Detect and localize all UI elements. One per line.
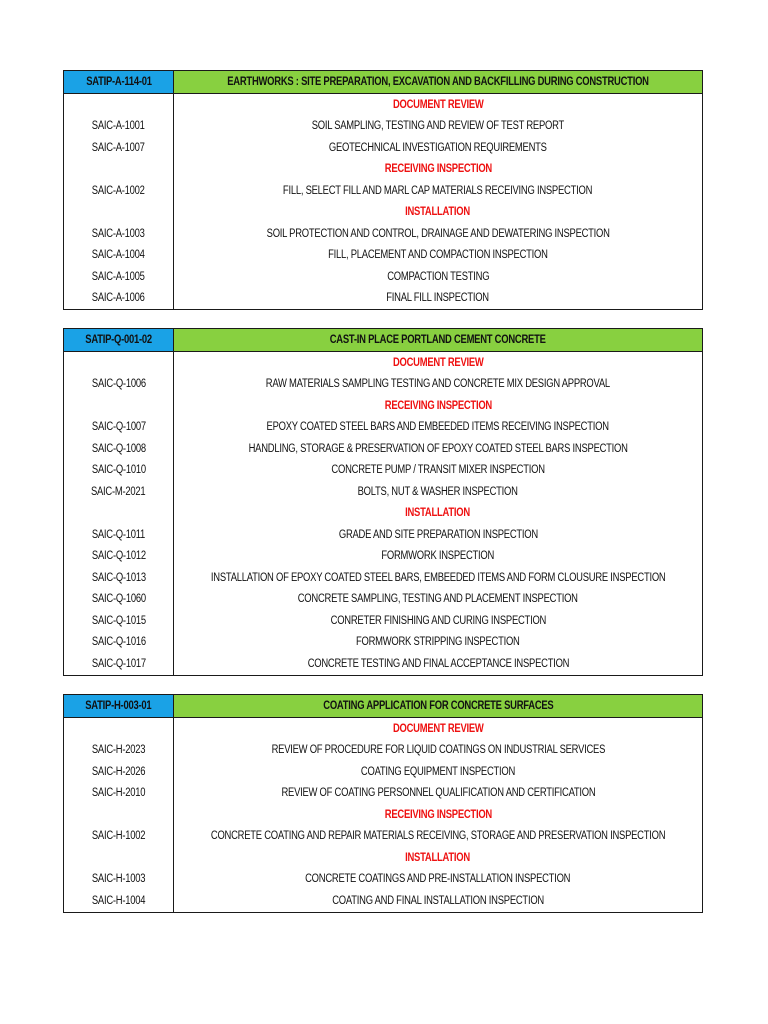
- table-row: [64, 180, 702, 202]
- satip-table: [63, 70, 703, 310]
- table-row: [64, 783, 702, 805]
- inspection-description: FORMWORK STRIPPING INSPECTION: [356, 636, 520, 649]
- saic-code: SAIC-H-2010: [64, 783, 174, 805]
- saic-code: SAIC-A-1007: [64, 137, 174, 159]
- saic-code: SAIC-Q-1015: [64, 610, 174, 632]
- table-row: [64, 567, 702, 589]
- empty-code-cell: [64, 202, 174, 224]
- empty-code-cell: [64, 94, 174, 116]
- table-header-row: [64, 695, 702, 718]
- saic-code: SAIC-Q-1008: [64, 438, 174, 460]
- section-heading: INSTALLATION: [405, 206, 471, 219]
- saic-code: SAIC-Q-1013: [64, 567, 174, 589]
- inspection-description: REVIEW OF COATING PERSONNEL QUALIFICATION AND CERTIFICATION: [280, 787, 596, 800]
- inspection-description: RAW MATERIALS SAMPLING TESTING AND CONCRETE MIX DESIGN APPROVAL: [265, 378, 611, 391]
- saic-code: SAIC-H-2023: [64, 740, 174, 762]
- section-heading: DOCUMENT REVIEW: [392, 722, 484, 735]
- inspection-description: CONCRETE PUMP / TRANSIT MIXER INSPECTION: [331, 464, 545, 477]
- table-row: [64, 761, 702, 783]
- saic-code: SAIC-Q-1016: [64, 632, 174, 654]
- inspection-description: BOLTS, NUT & WASHER INSPECTION: [357, 485, 519, 498]
- table-row: [64, 460, 702, 482]
- table-row: [64, 524, 702, 546]
- section-heading-row: [64, 159, 702, 181]
- satip-code: SATIP-H-003-01: [64, 695, 174, 717]
- section-heading: DOCUMENT REVIEW: [392, 356, 484, 369]
- table-row: [64, 653, 702, 675]
- table-row: [64, 116, 702, 138]
- table-row: [64, 890, 702, 912]
- section-heading-row: [64, 202, 702, 224]
- satip-table: [63, 328, 703, 676]
- section-heading-row: [64, 718, 702, 740]
- table-row: [64, 589, 702, 611]
- empty-code-cell: [64, 847, 174, 869]
- empty-code-cell: [64, 804, 174, 826]
- inspection-description: GRADE AND SITE PREPARATION INSPECTION: [338, 528, 538, 541]
- inspection-description: HANDLING, STORAGE & PRESERVATION OF EPOXY COATED STEEL BARS INSPECTION: [248, 442, 628, 455]
- table-row: [64, 245, 702, 267]
- section-heading-row: [64, 503, 702, 525]
- table-row: [64, 288, 702, 310]
- saic-code: SAIC-Q-1006: [64, 374, 174, 396]
- table-row: [64, 438, 702, 460]
- inspection-description: CONCRETE COATING AND REPAIR MATERIALS RECEIVING, STORAGE AND PRESERVATION INSPECTION: [210, 830, 666, 843]
- table-row: [64, 632, 702, 654]
- inspection-description: INSTALLATION OF EPOXY COATED STEEL BARS, EMBEEDED ITEMS AND FORM CLOUSURE INSPECTION: [210, 571, 666, 584]
- saic-code: SAIC-Q-1010: [64, 460, 174, 482]
- saic-code: SAIC-H-1004: [64, 890, 174, 912]
- inspection-description: COATING AND FINAL INSTALLATION INSPECTION: [332, 894, 544, 907]
- inspection-description: CONCRETE COATINGS AND PRE-INSTALLATION INSPECTION: [305, 873, 571, 886]
- empty-code-cell: [64, 352, 174, 374]
- empty-code-cell: [64, 395, 174, 417]
- inspection-description: CONCRETE SAMPLING, TESTING AND PLACEMENT INSPECTION: [297, 593, 579, 606]
- table-header-row: [64, 329, 702, 352]
- inspection-description: COMPACTION TESTING: [386, 270, 490, 283]
- section-heading: DOCUMENT REVIEW: [392, 98, 484, 111]
- saic-code: SAIC-H-1002: [64, 826, 174, 848]
- saic-code: SAIC-H-1003: [64, 869, 174, 891]
- inspection-description: SOIL PROTECTION AND CONTROL, DRAINAGE AND DEWATERING INSPECTION: [266, 227, 610, 240]
- empty-code-cell: [64, 718, 174, 740]
- inspection-description: FORMWORK INSPECTION: [381, 550, 495, 563]
- saic-code: SAIC-A-1006: [64, 288, 174, 310]
- saic-code: SAIC-A-1005: [64, 266, 174, 288]
- saic-code: SAIC-H-2026: [64, 761, 174, 783]
- table-row: [64, 869, 702, 891]
- empty-code-cell: [64, 503, 174, 525]
- inspection-description: CONRETER FINISHING AND CURING INSPECTION: [330, 614, 546, 627]
- satip-title: COATING APPLICATION FOR CONCRETE SURFACES: [174, 695, 702, 717]
- section-heading: INSTALLATION: [405, 851, 471, 864]
- table-row: [64, 826, 702, 848]
- table-row: [64, 546, 702, 568]
- section-heading-row: [64, 94, 702, 116]
- saic-code: SAIC-A-1001: [64, 116, 174, 138]
- satip-title: EARTHWORKS : SITE PREPARATION, EXCAVATION AND BACKFILLING DURING CONSTRUCTION: [174, 71, 702, 93]
- section-heading-row: [64, 395, 702, 417]
- section-heading-row: [64, 804, 702, 826]
- saic-code: SAIC-Q-1017: [64, 653, 174, 675]
- table-row: [64, 223, 702, 245]
- section-heading: RECEIVING INSPECTION: [384, 163, 492, 176]
- saic-code: SAIC-A-1003: [64, 223, 174, 245]
- satip-code: SATIP-A-114-01: [64, 71, 174, 93]
- inspection-description: FINAL FILL INSPECTION: [386, 292, 490, 305]
- inspection-description: CONCRETE TESTING AND FINAL ACCEPTANCE INSPECTION: [307, 657, 569, 670]
- saic-code: SAIC-Q-1007: [64, 417, 174, 439]
- table-row: [64, 417, 702, 439]
- table-row: [64, 610, 702, 632]
- inspection-description: FILL, PLACEMENT AND COMPACTION INSPECTION: [328, 249, 548, 262]
- saic-code: SAIC-Q-1011: [64, 524, 174, 546]
- table-row: [64, 266, 702, 288]
- section-heading: INSTALLATION: [405, 507, 471, 520]
- saic-code: SAIC-A-1002: [64, 180, 174, 202]
- inspection-description: REVIEW OF PROCEDURE FOR LIQUID COATINGS ON INDUSTRIAL SERVICES: [271, 744, 605, 757]
- saic-code: SAIC-Q-1060: [64, 589, 174, 611]
- section-heading: RECEIVING INSPECTION: [384, 808, 492, 821]
- section-heading-row: [64, 847, 702, 869]
- inspection-description: GEOTECHNICAL INVESTIGATION REQUIREMENTS: [329, 141, 547, 154]
- section-heading-row: [64, 352, 702, 374]
- inspection-description: SOIL SAMPLING, TESTING AND REVIEW OF TEST REPORT: [311, 120, 565, 133]
- table-header-row: [64, 71, 702, 94]
- inspection-description: COATING EQUIPMENT INSPECTION: [360, 765, 516, 778]
- table-row: [64, 374, 702, 396]
- table-row: [64, 740, 702, 762]
- table-row: [64, 481, 702, 503]
- satip-code: SATIP-Q-001-02: [64, 329, 174, 351]
- saic-code: SAIC-Q-1012: [64, 546, 174, 568]
- empty-code-cell: [64, 159, 174, 181]
- saic-code: SAIC-M-2021: [64, 481, 174, 503]
- saic-code: SAIC-A-1004: [64, 245, 174, 267]
- satip-table: [63, 694, 703, 913]
- table-row: [64, 137, 702, 159]
- inspection-description: FILL, SELECT FILL AND MARL CAP MATERIALS RECEIVING INSPECTION: [283, 184, 593, 197]
- inspection-description: EPOXY COATED STEEL BARS AND EMBEEDED ITEMS RECEIVING INSPECTION: [266, 421, 610, 434]
- satip-title: CAST-IN PLACE PORTLAND CEMENT CONCRETE: [174, 329, 702, 351]
- section-heading: RECEIVING INSPECTION: [384, 399, 492, 412]
